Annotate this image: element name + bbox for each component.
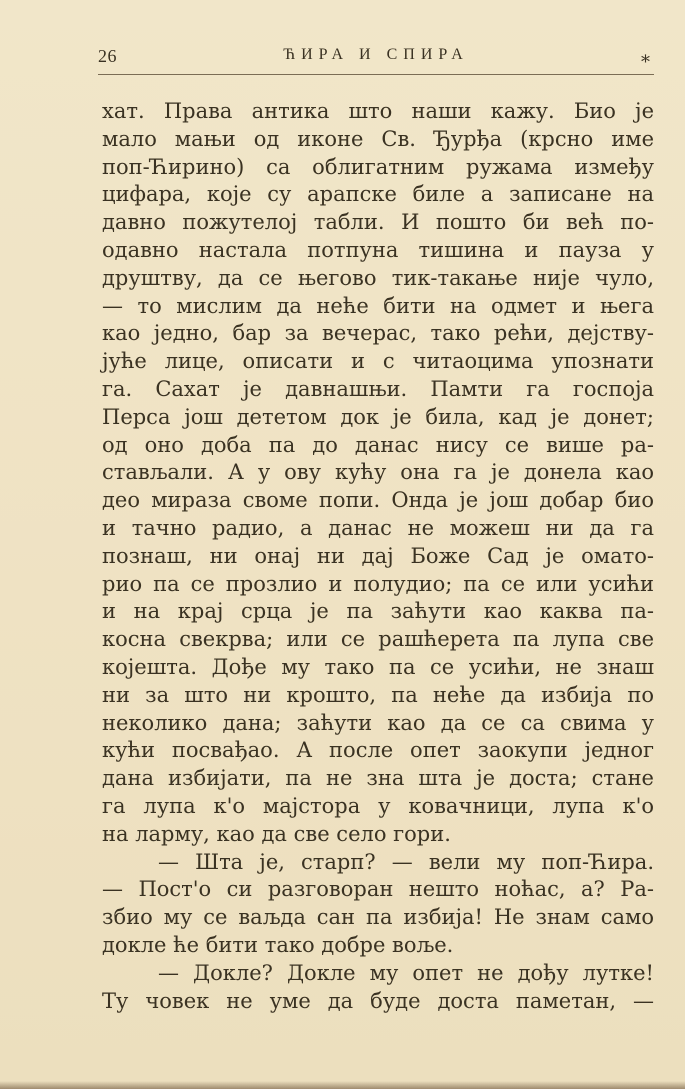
text-line: мало мањи од иконе Св. Ђурђа (крсно име <box>102 126 654 151</box>
text-line: и тачно радио, а данас не можеш ни да га <box>102 515 654 540</box>
text-line: одавно настала потпуна тишина и пауза у <box>102 237 654 262</box>
text-line: — Докле? Докле му опет не дођу лутке! <box>158 960 654 985</box>
text-line: — Пост'о си разговоран нешто ноћас, а? Ра- <box>102 877 654 902</box>
text-line: јуће лице, описати и с читаоцима упознати <box>102 349 654 374</box>
text-line: кући посвађао. А после опет заокупи једног <box>102 738 654 763</box>
running-title: ЋИРА И СПИРА <box>283 46 469 63</box>
text-line: на ларму, као да све село гори. <box>102 821 451 846</box>
text-line: докле ће бити тако добре воље. <box>102 932 454 957</box>
text-line: цифара, које су арапске биле а записане на <box>102 182 654 207</box>
text-line: збио му се ваљда сан па избија! Не знам само <box>102 905 654 930</box>
text-line: дана избијати, па не зна шта је доста; стане <box>102 766 654 791</box>
page-header <box>98 42 654 75</box>
text-line: друштву, да се његово тик-такање није чуло, <box>102 265 654 290</box>
text-line: хат. Права антика што наши кажу. Био је <box>102 99 654 123</box>
page-number: 26 <box>98 46 117 66</box>
text-line: рио па се прозлио и полудио; па се или усићи <box>102 571 654 596</box>
text-line: и на крај срца је па заћути као каква па- <box>102 599 654 624</box>
text-line: ни за што ни крошто, па неће да избија по <box>102 682 654 707</box>
text-line: — то мислим да неће бити на одмет и њега <box>102 293 654 318</box>
text-line: познаш, ни онај ни дај Боже Сад је омато- <box>102 543 654 568</box>
text-line: давно пожутелој табли. И пошто би већ по- <box>102 210 654 235</box>
text-line: га. Сахат је давнашњи. Памти га госпоја <box>102 376 654 401</box>
text-line: као једно, бар за вечерас, тако рећи, дејству- <box>102 321 654 346</box>
text-line: од оно доба па до данас нису се више ра- <box>102 432 654 457</box>
text-line: — Шта је, старп? — вели му поп-Ћира. <box>158 849 654 874</box>
text-line: стављали. А у ову кућу она га је донела као <box>102 460 654 485</box>
asterism-ornament-icon: ⁎ <box>641 46 650 67</box>
text-line: га лупа к'о мајстора у ковачници, лупа к'о <box>102 793 654 818</box>
text-line: Перса још дететом док је била, кад је донет; <box>102 404 654 429</box>
text-line: косна свекрва; или се рашћерета па лупа све <box>102 627 654 652</box>
body-text <box>102 98 654 1015</box>
text-line: поп-Ћирино) са облигатним ружама између <box>102 154 654 179</box>
text-line: део мираза своме попи. Онда је још добар био <box>102 488 654 513</box>
text-line: Ту човек не уме да буде доста паметан, — <box>102 988 654 1013</box>
text-line: којешта. Дође му тако па се усићи, не знаш <box>102 654 654 679</box>
text-line: неколико дана; заћути као да се са свима у <box>102 710 654 735</box>
